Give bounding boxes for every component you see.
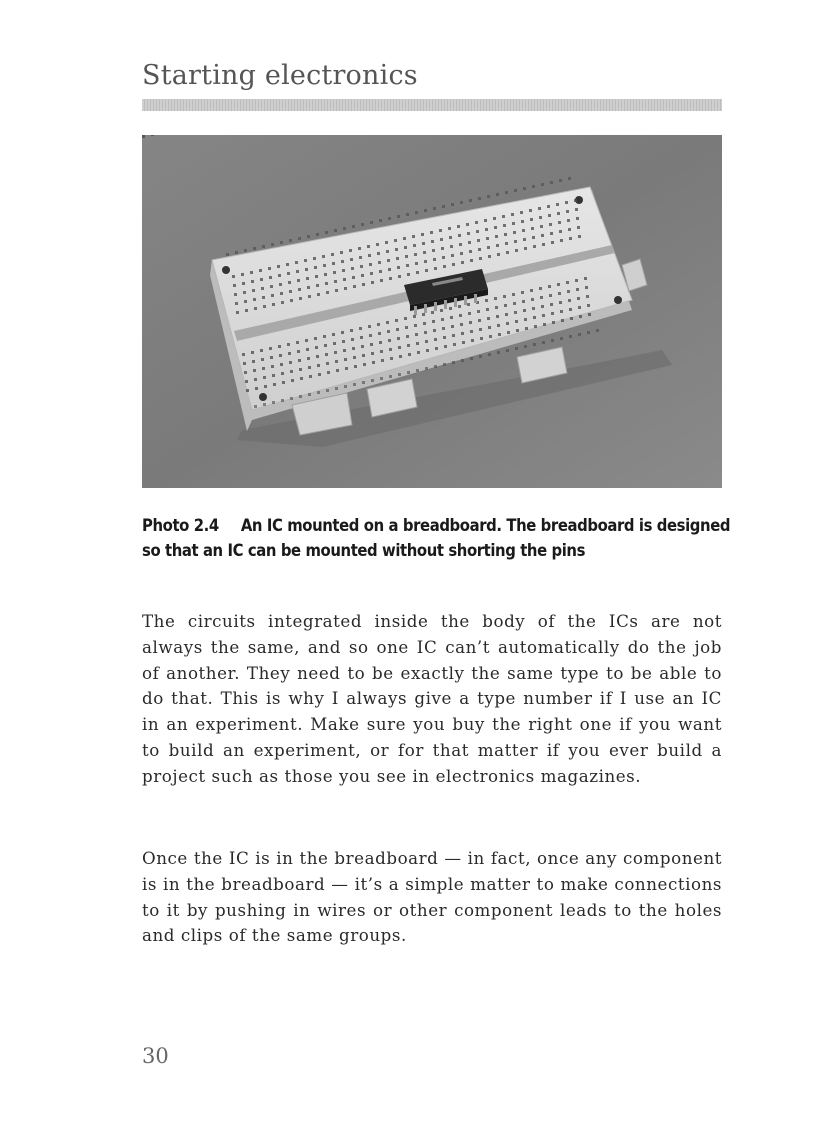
breadboard-photo [142,135,722,488]
page-number: 30 [142,1044,169,1068]
figure-caption-text: An IC mounted on a breadboard. The breadboard is designed so that an IC can be mounted without shorting the pins [142,516,731,560]
body-paragraph: Once the IC is in the breadboard — in fact, once any component is in the breadboard — it’s a simple matter to make connections to it by pushing in wires or other component leads to the holes and clips of the same groups. [142,848,722,946]
chapter-title: Starting electronics [142,60,418,91]
body-paragraph: The circuits integrated inside the body of the ICs are not always the same, and so one IC can’t automatically do the job of another. They need to be exactly the same type to be able to do that. This is why I always give a type number if I use an IC in an experiment. Make sure you buy the right one if you want to build an experiment, or for that matter if you ever build a project such as those you see in electronics magazines. [142,611,722,786]
figure-label: Photo 2.4 [142,516,219,535]
figure-caption [142,513,732,563]
title-rule [142,99,722,111]
